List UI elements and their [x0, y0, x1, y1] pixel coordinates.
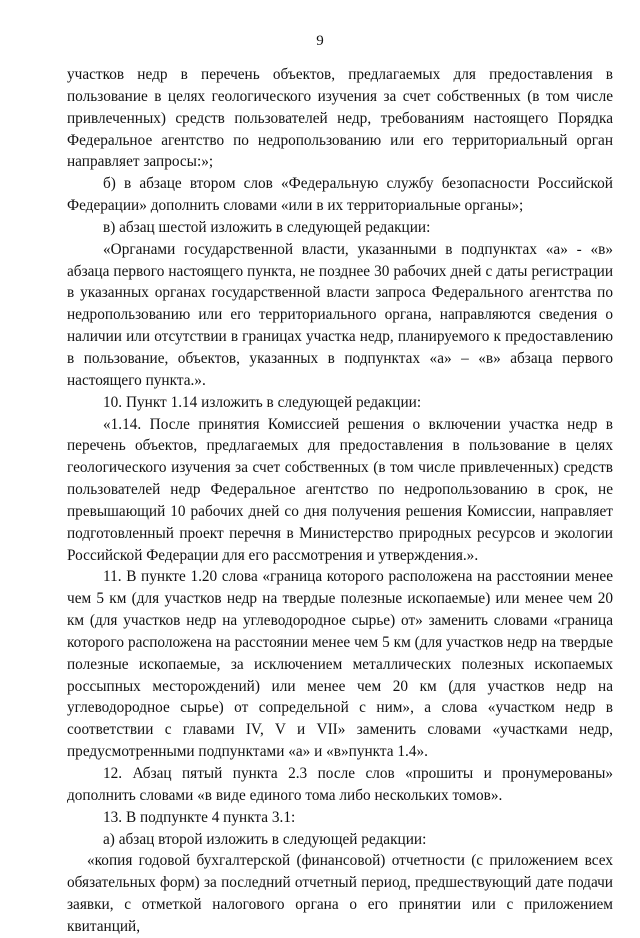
paragraph: б) в абзаце втором слов «Федеральную службу безопасности Российской Федерации» дополнить словами «или в их территориальные органы»;	[67, 175, 613, 215]
quoted-paragraph: «1.14. После принятия Комиссией решения о включении участка недр в перечень объектов, предлагаемых для предоставления в пользование в целях геологического изучения за счет собственных (в том числе привлеченных) средств пользователей недр Федеральное агентство по недропользованию в срок, не превышающий 10 рабочих дней со дня получения решения Комиссии, направляет подготовленный проект перечня в Министерство природных ресурсов и экологии Российской Федерации для его рассмотрения и утверждения.».	[67, 415, 613, 564]
paragraph: 10. Пункт 1.14 изложить в следующей редакции:	[103, 393, 422, 411]
paragraph: а) абзац второй изложить в следующей редакции:	[103, 830, 427, 848]
paragraph: 13. В подпункте 4 пункта 3.1:	[103, 808, 296, 826]
paragraph: 12. Абзац пятый пункта 2.3 после слов «прошиты и пронумерованы» дополнить словами «в виде единого тома либо нескольких томов».	[67, 765, 613, 804]
quoted-paragraph: «копия годовой бухгалтерской (финансовой) отчетности (с приложением всех обязательных форм) за последний отчетный период, предшествующий дате подачи заявки, с отметкой налогового органа о его принятии или с приложением квитанций,	[67, 852, 613, 935]
paragraph: в) абзац шестой изложить в следующей редакции:	[103, 218, 431, 236]
page-number: 9	[316, 33, 324, 49]
paragraph: 11. В пункте 1.20 слова «граница которого расположена на расстоянии менее чем 5 км (для участков недр на твердые полезные ископаемые) или менее чем 20 км (для участков недр на углеводородное сырье) от» заменить словами «граница которого расположена на расстоянии менее чем 5 км (для участков недр на твердые полезные ископаемые, за исключением металлических полезных ископаемых россыпных месторождений) или менее чем 20 км (для участков недр на углеводородное сырье) от сопредельной с ним», а слова «участком недр в соответствии с главами IV, V и VII» заменить словами «участками недр, предусмотренными подпунктами «а» и «в»пункта 1.4».	[67, 568, 613, 761]
document-body	[67, 64, 613, 938]
quoted-paragraph: «Органами государственной власти, указанными в подпунктах «а» - «в» абзаца первого настоящего пункта, не позднее 30 рабочих дней с даты регистрации в указанных органах государственной власти запроса Федерального агентства по недропользованию или его территориального органа, направляются сведения о наличии или отсутствии в границах участка недр, планируемого к предоставлению в пользование, объектов, указанных в подпунктах «а» – «в» абзаца первого настоящего пункта.».	[67, 240, 613, 389]
paragraph-continued: участков недр в перечень объектов, предлагаемых для предоставления в пользование в целях геологического изучения за счет собственных (в том числе привлеченных) средств пользователей недр, требованиям настоящего Порядка Федеральное агентство по недропользованию или его территориальный орган направляет запросы:»;	[67, 66, 613, 171]
